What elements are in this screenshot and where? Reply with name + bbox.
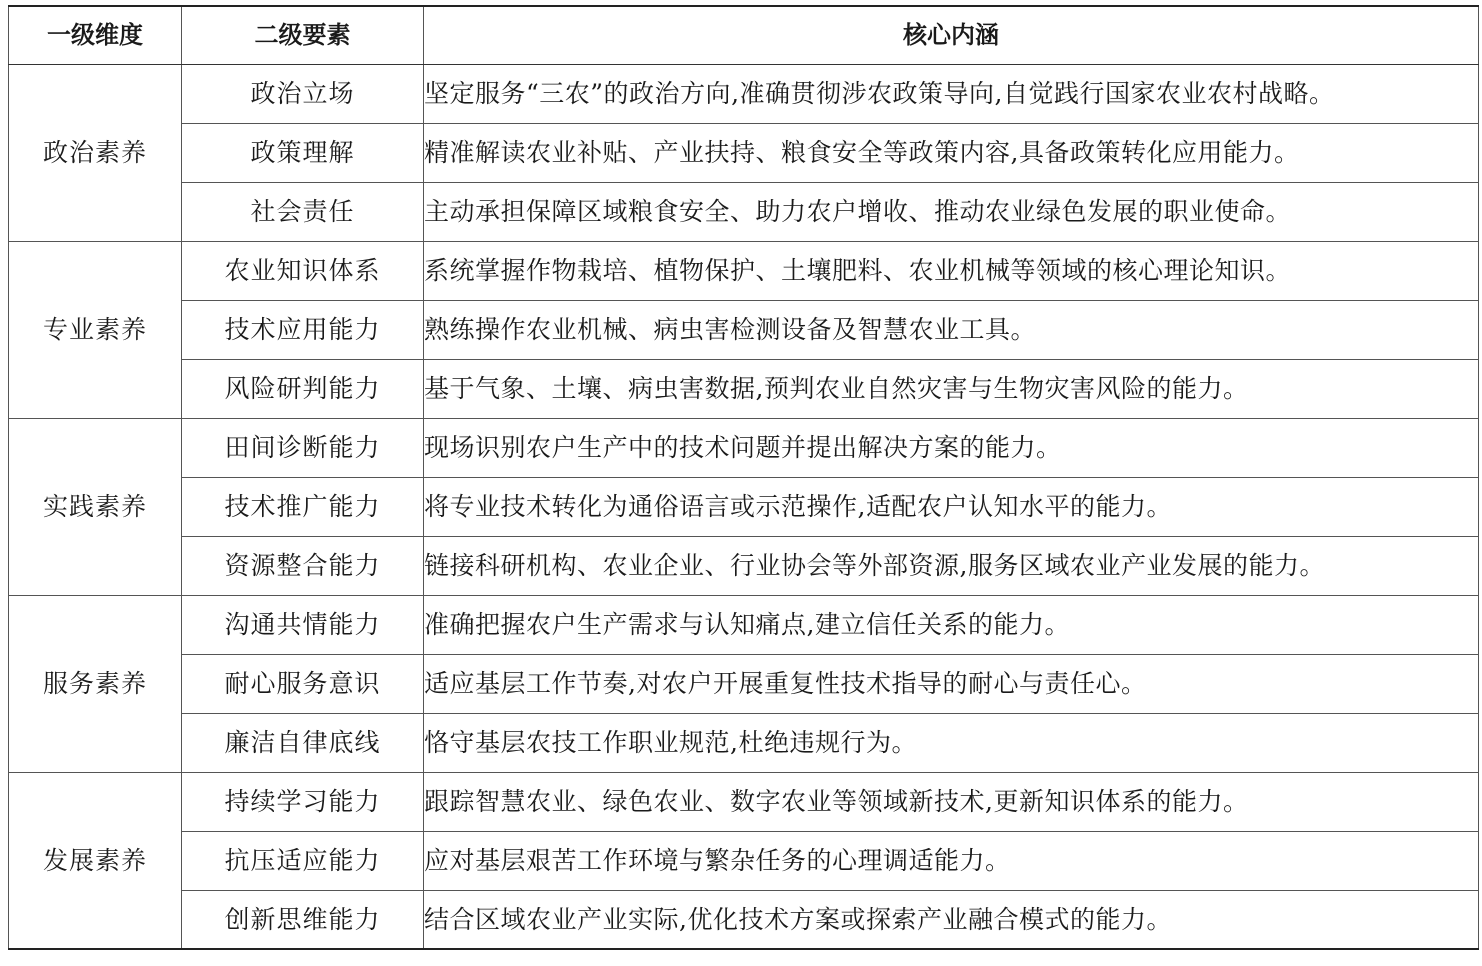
description-cell: 应对基层艰苦工作环境与繁杂任务的心理调适能力。 [424,831,1479,890]
element-cell: 风险研判能力 [182,359,424,418]
element-cell: 政治立场 [182,64,424,123]
element-cell: 政策理解 [182,123,424,182]
description-cell: 基于气象、土壤、病虫害数据,预判农业自然灾害与生物灾害风险的能力。 [424,359,1479,418]
table-row [9,890,1479,949]
table-row [9,418,1479,477]
table-row [9,182,1479,241]
description-cell: 精准解读农业补贴、产业扶持、粮食安全等政策内容,具备政策转化应用能力。 [424,123,1479,182]
dimension-cell: 实践素养 [9,418,182,595]
table-row [9,595,1479,654]
table-row [9,477,1479,536]
element-cell: 技术推广能力 [182,477,424,536]
element-cell: 创新思维能力 [182,890,424,949]
table-row [9,300,1479,359]
table-row [9,123,1479,182]
table-row [9,64,1479,123]
element-cell: 沟通共情能力 [182,595,424,654]
dimension-cell: 专业素养 [9,241,182,418]
table-row [9,359,1479,418]
description-cell: 链接科研机构、农业企业、行业协会等外部资源,服务区域农业产业发展的能力。 [424,536,1479,595]
description-cell: 跟踪智慧农业、绿色农业、数字农业等领域新技术,更新知识体系的能力。 [424,772,1479,831]
description-cell: 熟练操作农业机械、病虫害检测设备及智慧农业工具。 [424,300,1479,359]
header-level1: 一级维度 [9,6,182,64]
table-row [9,536,1479,595]
header-core: 核心内涵 [424,6,1479,64]
table-row [9,831,1479,890]
description-cell: 主动承担保障区域粮食安全、助力农户增收、推动农业绿色发展的职业使命。 [424,182,1479,241]
table-row [9,241,1479,300]
competency-table [8,5,1479,950]
description-cell: 系统掌握作物栽培、植物保护、土壤肥料、农业机械等领域的核心理论知识。 [424,241,1479,300]
description-cell: 坚定服务“三农”的政治方向,准确贯彻涉农政策导向,自觉践行国家农业农村战略。 [424,64,1479,123]
element-cell: 农业知识体系 [182,241,424,300]
element-cell: 耐心服务意识 [182,654,424,713]
dimension-cell: 发展素养 [9,772,182,949]
table-header [9,6,1479,64]
element-cell: 田间诊断能力 [182,418,424,477]
table-row [9,772,1479,831]
element-cell: 社会责任 [182,182,424,241]
description-cell: 现场识别农户生产中的技术问题并提出解决方案的能力。 [424,418,1479,477]
element-cell: 持续学习能力 [182,772,424,831]
element-cell: 资源整合能力 [182,536,424,595]
table-row [9,713,1479,772]
element-cell: 技术应用能力 [182,300,424,359]
description-cell: 恪守基层农技工作职业规范,杜绝违规行为。 [424,713,1479,772]
header-level2: 二级要素 [182,6,424,64]
element-cell: 抗压适应能力 [182,831,424,890]
header-row [9,6,1479,64]
description-cell: 适应基层工作节奏,对农户开展重复性技术指导的耐心与责任心。 [424,654,1479,713]
table-body [9,64,1479,949]
element-cell: 廉洁自律底线 [182,713,424,772]
dimension-cell: 政治素养 [9,64,182,241]
dimension-cell: 服务素养 [9,595,182,772]
table-row [9,654,1479,713]
description-cell: 准确把握农户生产需求与认知痛点,建立信任关系的能力。 [424,595,1479,654]
description-cell: 结合区域农业产业实际,优化技术方案或探索产业融合模式的能力。 [424,890,1479,949]
description-cell: 将专业技术转化为通俗语言或示范操作,适配农户认知水平的能力。 [424,477,1479,536]
